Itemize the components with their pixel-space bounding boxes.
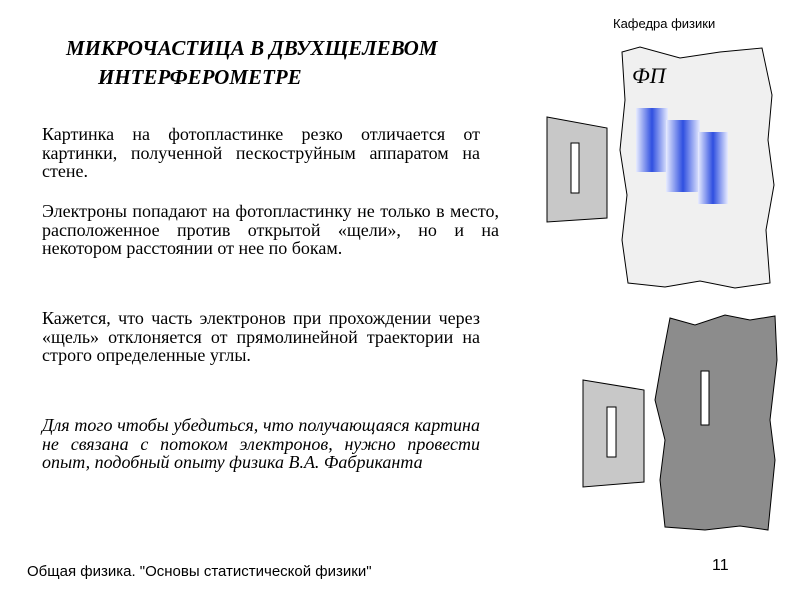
slit-bottom bbox=[607, 407, 616, 457]
paragraph-photoplate: Картинка на фотопластинке резко отличается от картинки, полученной пескоструйным аппаратом на стене. bbox=[42, 124, 480, 181]
fringe-band bbox=[666, 120, 700, 192]
page-number: 11 bbox=[712, 557, 729, 574]
fringe-band bbox=[636, 108, 668, 172]
title-line-1: МИКРОЧАСТИЦА В ДВУХЩЕЛЕВОМ bbox=[66, 36, 438, 60]
fringe-band bbox=[698, 132, 728, 204]
footer-course: Общая физика. "Основы статистической физики" bbox=[27, 563, 372, 580]
slit-top bbox=[571, 143, 579, 193]
department-label: Кафедра физики bbox=[613, 16, 716, 31]
photoplate-label: ФП bbox=[632, 63, 666, 88]
wall-trace bbox=[701, 371, 709, 425]
paragraph-electrons-hit: Электроны попадают на фотопластинку не только в место, расположенное против открытой «щели», но и на некотором расстоянии от нее по бокам. bbox=[42, 201, 499, 258]
title-line-2: ИНТЕРФЕРОМЕТРЕ bbox=[98, 65, 302, 89]
wall-shape bbox=[655, 315, 777, 530]
paragraph-deflection: Кажется, что часть электронов при прохождении через «щель» отклоняется от прямолинейной траектории на строго определенные углы. bbox=[42, 308, 480, 365]
paragraph-fabrikant-experiment: Для того чтобы убедиться, что получающаяся картина не связана с потоком электронов, нужно провести опыт, подобный опыту физика В.А. Фабриканта bbox=[42, 415, 480, 472]
